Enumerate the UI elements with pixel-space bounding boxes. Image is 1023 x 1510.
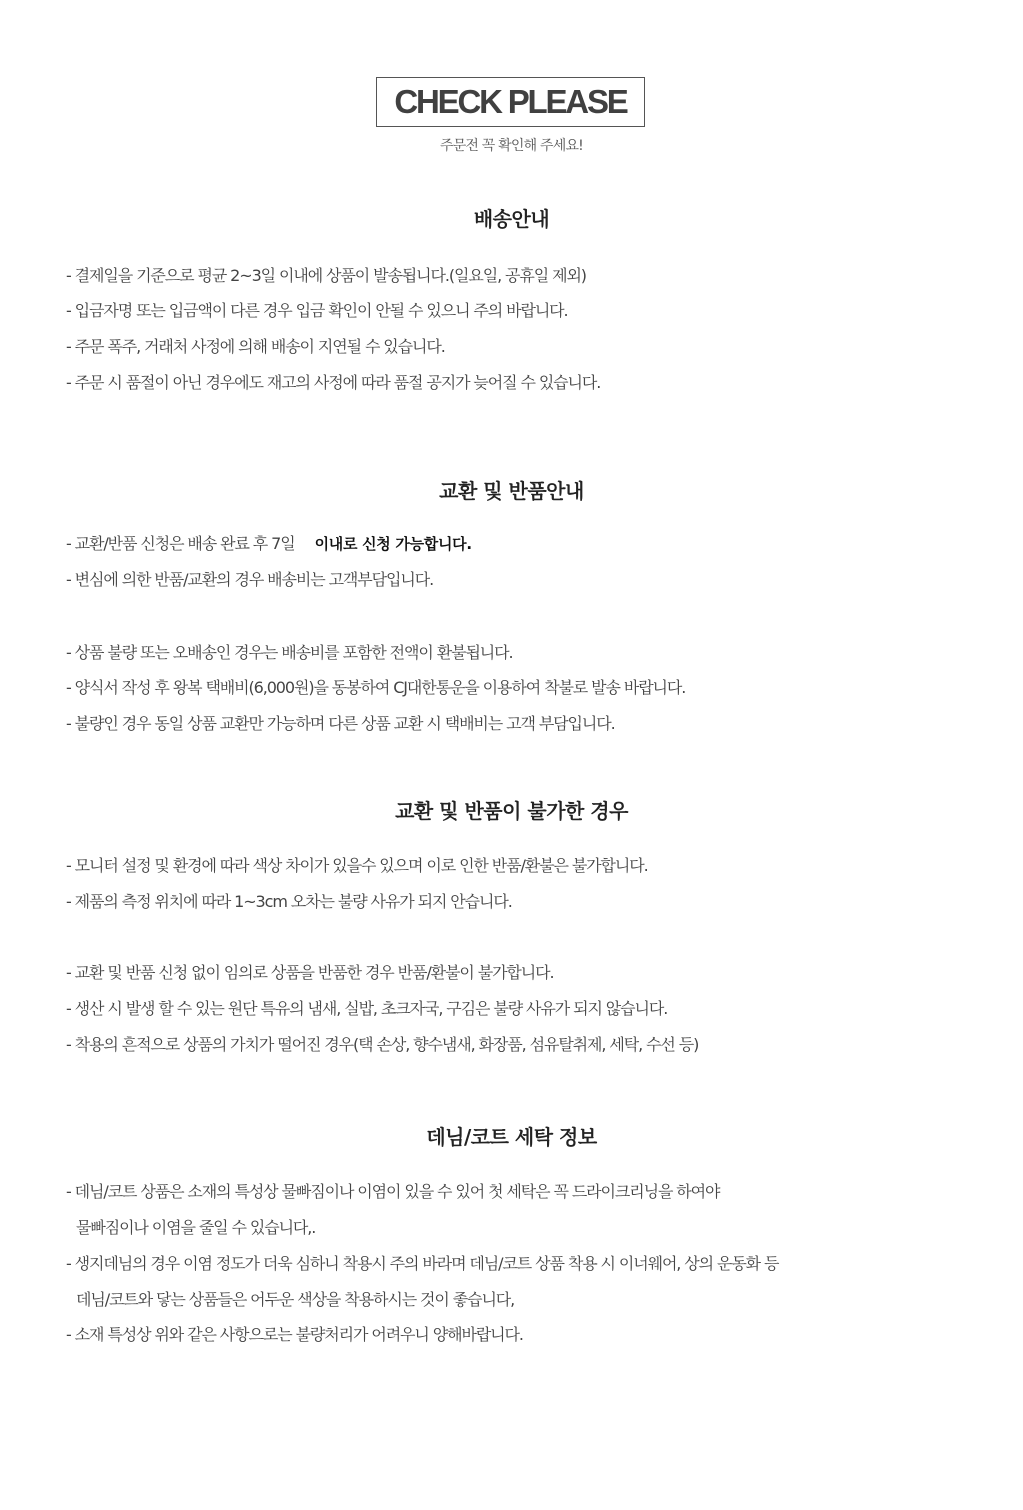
- exchange-line-4: - 양식서 작성 후 왕복 택배비(6,000원)을 동봉하여 CJ대한통운을 이용하여 착불로 발송 바랍니다.: [66, 678, 686, 697]
- exchange-line-3: - 상품 불량 또는 오배송인 경우는 배송비를 포함한 전액이 환불됩니다.: [66, 643, 513, 662]
- shipping-line-4: - 주문 시 품절이 아닌 경우에도 재고의 사정에 따라 품절 공지가 늦어질 수 있습니다.: [66, 373, 601, 392]
- denim-line-2: 물빠짐이나 이염을 줄일 수 있습니다,.: [76, 1218, 316, 1237]
- exchange-line-1-text: - 교환/반품 신청은 배송 완료 후 7일: [66, 534, 295, 553]
- section-title-exchange: 교환 및 반품안내: [439, 479, 584, 503]
- denim-line-1: - 데님/코트 상품은 소재의 특성상 물빠짐이나 이염이 있을 수 있어 첫 세탁은 꼭 드라이크리닝을 하여야: [66, 1182, 720, 1201]
- no-exchange-line-1: - 모니터 설정 및 환경에 따라 색상 차이가 있을수 있으며 이로 인한 반품/환불은 불가합니다.: [66, 856, 648, 875]
- denim-line-4: 데님/코트와 닿는 상품들은 어두운 색상을 착용하시는 것이 좋습니다,: [76, 1290, 515, 1309]
- exchange-line-2: - 변심에 의한 반품/교환의 경우 배송비는 고객부담입니다.: [66, 570, 434, 589]
- section-title-shipping: 배송안내: [473, 207, 550, 231]
- shipping-line-2: - 입금자명 또는 입금액이 다른 경우 입금 확인이 안될 수 있으니 주의 바랍니다.: [66, 301, 568, 320]
- page-subtitle: 주문전 꼭 확인해 주세요!: [439, 138, 583, 154]
- denim-line-5: - 소재 특성상 위와 같은 사항으로는 불량처리가 어려우니 양해바랍니다.: [66, 1325, 523, 1344]
- section-title-no-exchange: 교환 및 반품이 불가한 경우: [395, 799, 628, 823]
- no-exchange-line-5: - 착용의 흔적으로 상품의 가치가 떨어진 경우(택 손상, 향수냄새, 화장품, 섬유탈취제, 세탁, 수선 등): [66, 1035, 699, 1054]
- no-exchange-line-3: - 교환 및 반품 신청 없이 임의로 상품을 반품한 경우 반품/환불이 불가합니다.: [66, 963, 554, 982]
- exchange-line-1-bold: 이내로 신청 가능합니다.: [314, 535, 472, 553]
- page-title: CHECK PLEASE: [394, 83, 627, 120]
- section-title-denim-care: 데님/코트 세탁 정보: [426, 1125, 597, 1149]
- check-please-box: [376, 77, 645, 127]
- exchange-line-1: [66, 533, 472, 555]
- denim-line-3: - 생지데님의 경우 이염 정도가 더욱 심하니 착용시 주의 바라며 데님/코트 상품 착용 시 이너웨어, 상의 운동화 등: [66, 1254, 779, 1273]
- shipping-line-3: - 주문 폭주, 거래처 사정에 의해 배송이 지연될 수 있습니다.: [66, 337, 445, 356]
- no-exchange-line-2: - 제품의 측정 위치에 따라 1~3cm 오차는 불량 사유가 되지 안습니다.: [66, 892, 512, 911]
- shipping-line-1: - 결제일을 기준으로 평균 2~3일 이내에 상품이 발송됩니다.(일요일, 공휴일 제외): [66, 266, 586, 285]
- no-exchange-line-4: - 생산 시 발생 할 수 있는 원단 특유의 냄새, 실밥, 초크자국, 구김은 불량 사유가 되지 않습니다.: [66, 999, 668, 1018]
- exchange-line-5: - 불량인 경우 동일 상품 교환만 가능하며 다른 상품 교환 시 택배비는 고객 부담입니다.: [66, 714, 615, 733]
